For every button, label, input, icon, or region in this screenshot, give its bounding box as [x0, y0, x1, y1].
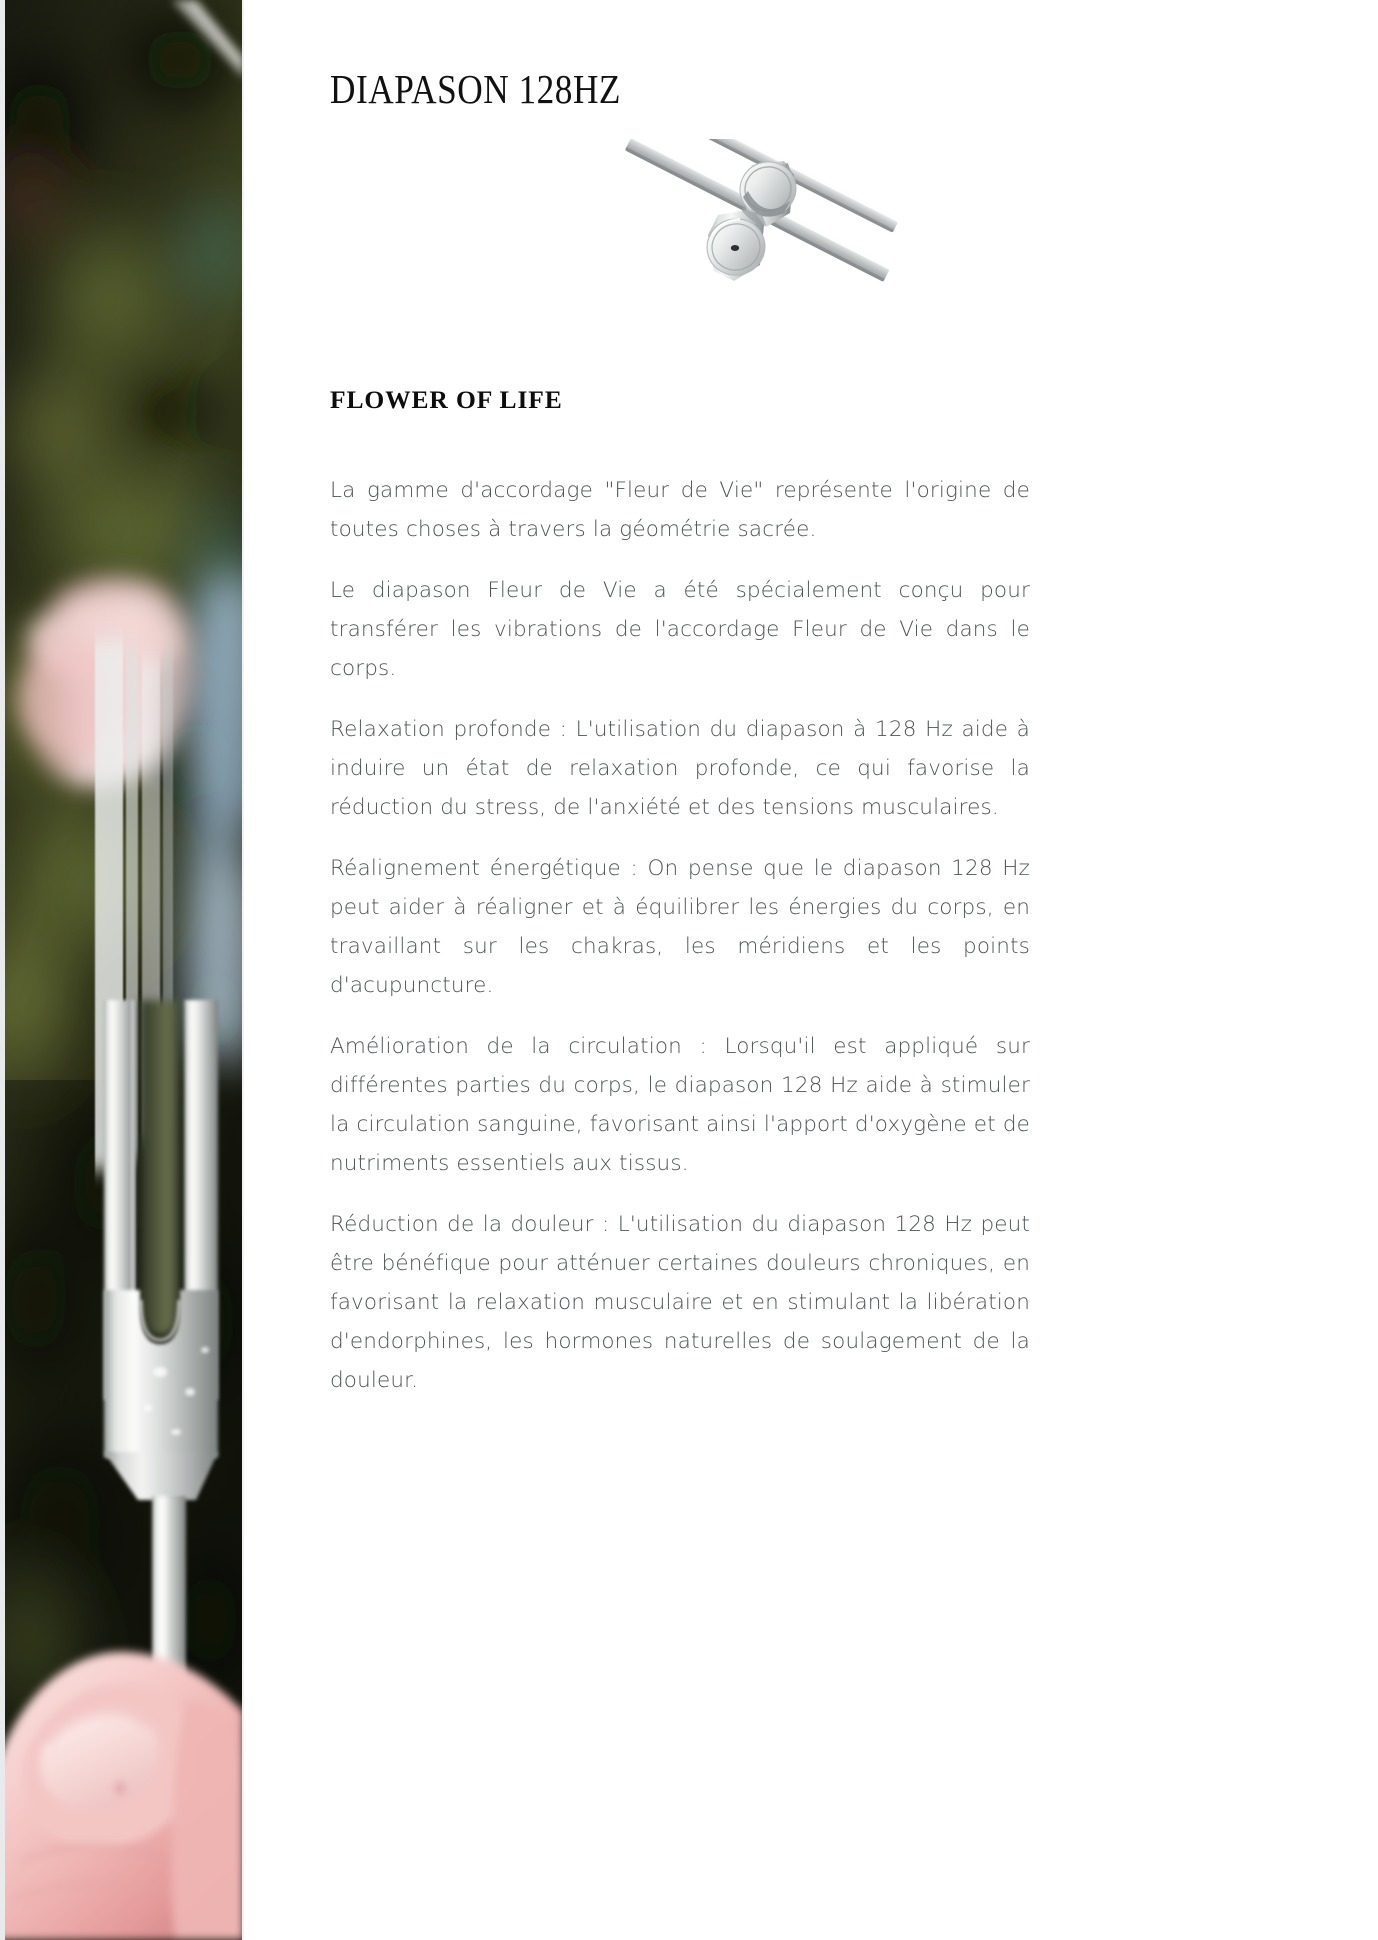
page-title: DIAPASON 128HZ	[330, 66, 621, 112]
paragraph: Relaxation profonde : L'utilisation du diapason à 128 Hz aide à induire un état de relaxation profonde, ce qui favorise la réduction du stress, de l'anxiété et des tensions musculaires.	[330, 717, 1030, 821]
paragraph: Réduction de la douleur : L'utilisation du diapason 128 Hz peut être bénéfique pour atténuer certaines douleurs chroniques, en favorisant la relaxation musculaire et en stimulant la libération d'endorphines, les hormones naturelles de soulagement de la douleur.	[330, 1212, 1030, 1394]
product-photo	[0, 0, 244, 1940]
content-column	[244, 0, 1378, 1940]
product-description	[330, 471, 1030, 1400]
product-image	[330, 139, 1292, 379]
photo-right-edge	[242, 0, 244, 1940]
weighted-tuning-fork-icon	[552, 139, 972, 369]
photo-left-edge	[0, 0, 5, 1940]
photo-hand	[0, 1652, 244, 1940]
paragraph: Amélioration de la circulation : Lorsqu'il est appliqué sur différentes parties du corps, le diapason 128 Hz aide à stimuler la circulation sanguine, favorisant ainsi l'apport d'oxygène et de nutriments essentiels aux tissus.	[330, 1034, 1030, 1177]
paragraph: Réalignement énergétique : On pense que le diapason 128 Hz peut aider à réaligner et à équilibrer les énergies du corps, en travaillant sur les chakras, les méridiens et les points d'acupuncture.	[330, 856, 1030, 999]
paragraph: Le diapason Fleur de Vie a été spécialement conçu pour transférer les vibrations de l'accordage Fleur de Vie dans le corps.	[330, 578, 1030, 682]
paragraph: La gamme d'accordage "Fleur de Vie" représente l'origine de toutes choses à travers la géométrie sacrée.	[330, 478, 1030, 543]
section-heading: FLOWER OF LIFE	[330, 385, 563, 415]
photo-frame	[0, 0, 244, 1940]
content-inner	[244, 0, 1378, 1400]
tuning-fork-photograph	[0, 0, 244, 1940]
